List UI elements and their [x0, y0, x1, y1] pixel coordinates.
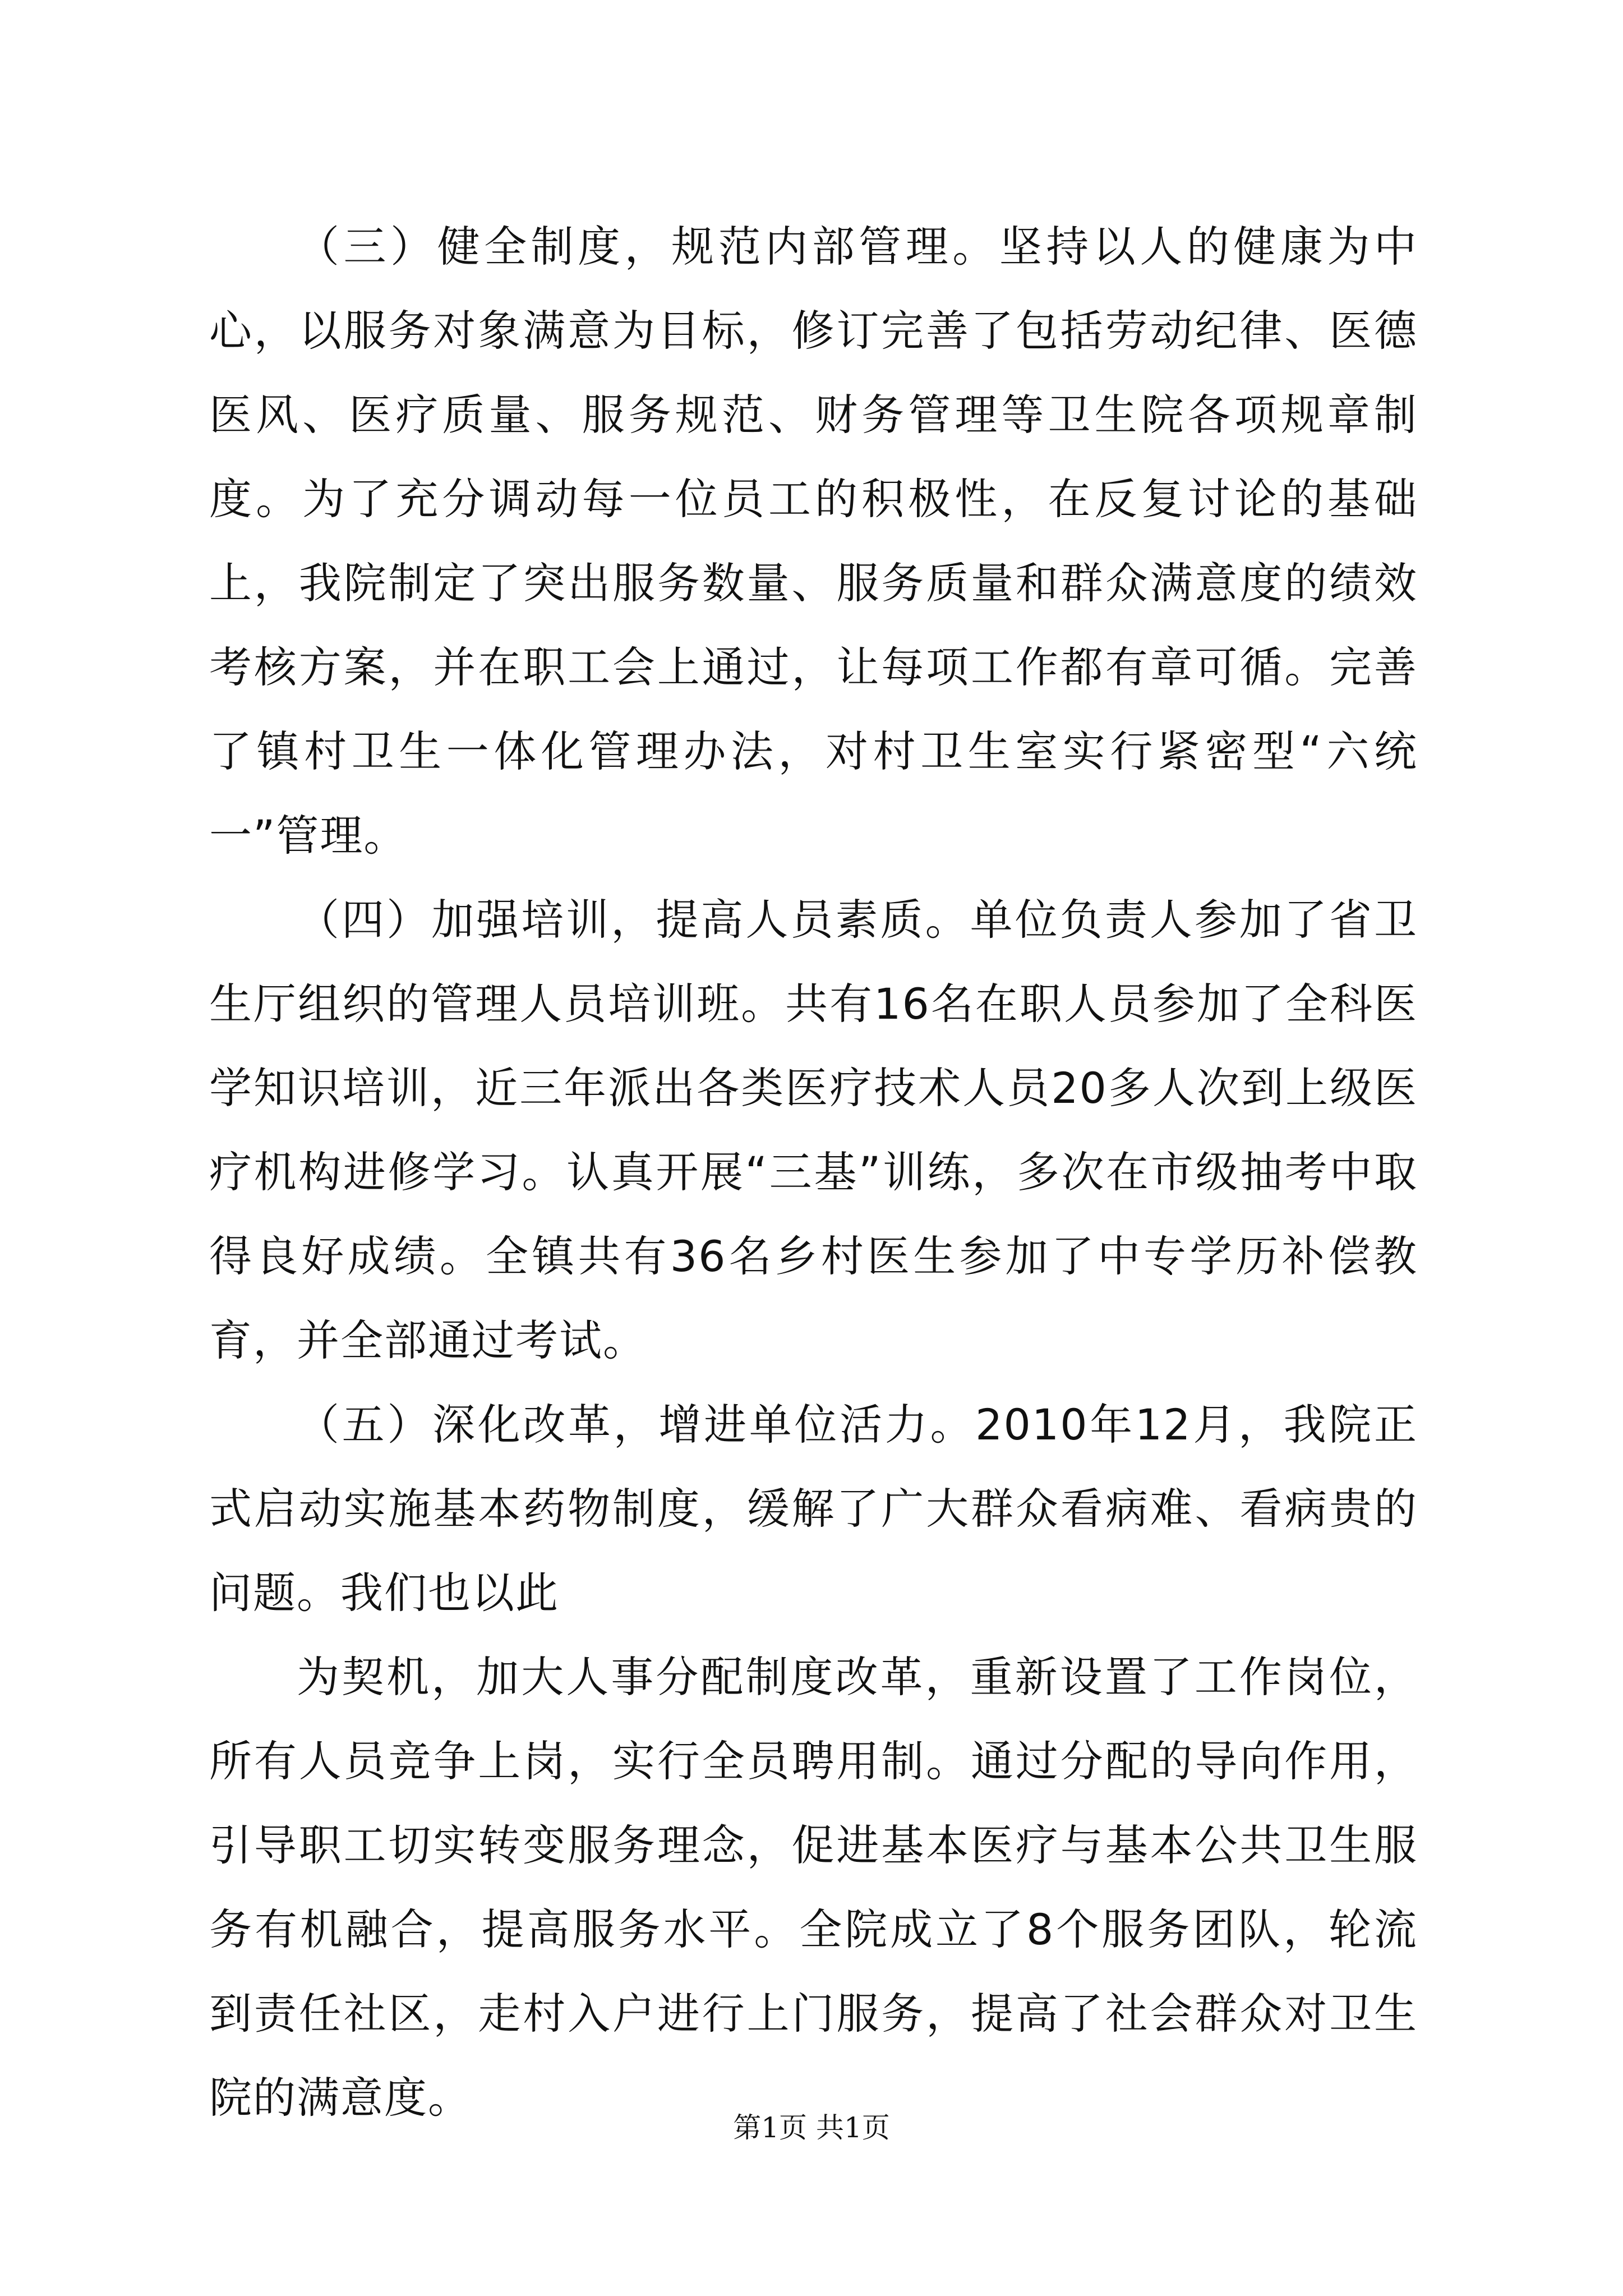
paragraph-continuation: 为契机，加大人事分配制度改革，重新设置了工作岗位，所有人员竞争上岗，实行全员聘用制。通过分配的导向作用，引导职工切实转变服务理念，促进基本医疗与基本公共卫生服务有机融合，提高服务水平。全院成立了8个服务团队，轮流到责任社区，走村入户进行上门服务，提高了社会群众对卫生院的满意度。 — [209, 1652, 1418, 2123]
paragraph-section-three: （三）健全制度，规范内部管理。坚持以人的健康为中心，以服务对象满意为目标，修订完善了包括劳动纪律、医德医风、医疗质量、服务规范、财务管理等卫生院各项规章制度。为了充分调动每一位员工的积极性，在反复讨论的基础上，我院制定了突出服务数量、服务质量和群众满意度的绩效考核方案，并在职工会上通过，让每项工作都有章可循。完善了镇村卫生一体化管理办法，对村卫生室实行紧密型“六统一”管理。 — [209, 222, 1418, 861]
paragraph-section-five: （五）深化改革，增进单位活力。2010年12月，我院正式启动实施基本药物制度，缓解了广大群众看病难、看病贵的问题。我们也以此 — [209, 1400, 1418, 1618]
document-body — [209, 205, 1418, 2140]
paragraph-section-four: （四）加强培训，提高人员素质。单位负责人参加了省卫生厅组织的管理人员培训班。共有16名在职人员参加了全科医学知识培训，近三年派出各类医疗技术人员20多人次到上级医疗机构进修学习。认真开展“三基”训练，多次在市级抽考中取得良好成绩。全镇共有36名乡村医生参加了中专学历补偿教育，并全部通过考试。 — [209, 895, 1418, 1365]
page-footer: 第1页 共1页 — [733, 2111, 890, 2144]
